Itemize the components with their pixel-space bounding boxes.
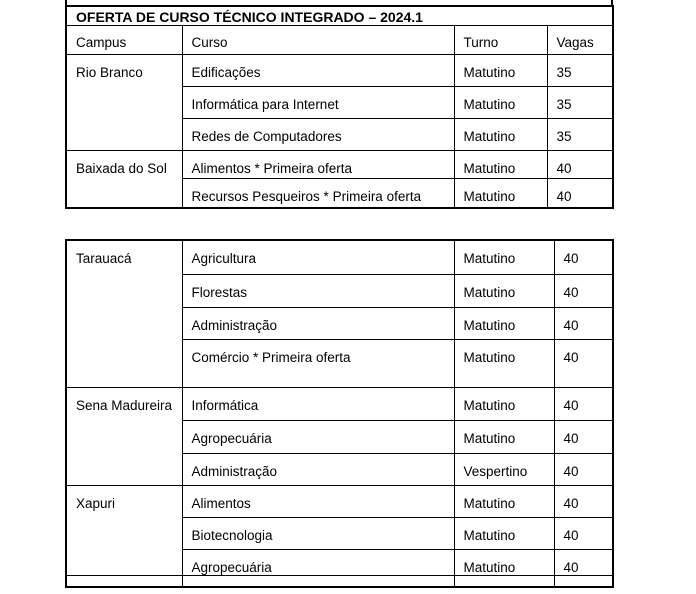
table-row [66, 240, 613, 274]
turno-cell: Matutino [454, 87, 547, 119]
turno-cell: Vespertino [454, 453, 554, 485]
vagas-cell: 40 [554, 485, 613, 517]
vagas-cell: 40 [547, 179, 613, 208]
column-header-turno: Turno [454, 26, 547, 55]
turno-cell: Matutino [454, 240, 554, 274]
vagas-cell: 40 [554, 274, 613, 307]
curso-cell [182, 576, 454, 588]
curso-cell: Agropecuária [182, 549, 454, 576]
column-header-vagas: Vagas [547, 26, 613, 55]
campus-cell: Sena Madureira [66, 387, 182, 485]
vagas-cell: 40 [554, 420, 613, 453]
turno-cell: Matutino [454, 274, 554, 307]
course-offer-table-bottom [65, 239, 614, 588]
curso-cell: Redes de Computadores [182, 119, 454, 151]
vagas-cell: 40 [554, 549, 613, 576]
curso-cell: Alimentos [182, 485, 454, 517]
curso-cell: Administração [182, 307, 454, 339]
vagas-cell [554, 576, 613, 588]
curso-cell: Informática [182, 387, 454, 420]
vagas-cell: 35 [547, 87, 613, 119]
table-title: OFERTA DE CURSO TÉCNICO INTEGRADO – 2024.1 [66, 6, 613, 26]
curso-cell: Edificações [182, 55, 454, 87]
vagas-cell: 35 [547, 119, 613, 151]
turno-cell: Matutino [454, 119, 547, 151]
table-row [66, 485, 613, 517]
turno-cell: Matutino [454, 307, 554, 339]
turno-cell: Matutino [454, 549, 554, 576]
table-row [66, 151, 613, 179]
turno-cell: Matutino [454, 517, 554, 549]
vagas-cell: 40 [547, 151, 613, 179]
turno-cell: Matutino [454, 420, 554, 453]
campus-cell: Xapuri [66, 485, 182, 576]
turno-cell: Matutino [454, 387, 554, 420]
turno-cell [454, 576, 554, 588]
table-row [66, 387, 613, 420]
vagas-cell: 40 [554, 339, 613, 387]
campus-cell: Rio Branco [66, 55, 182, 151]
course-offer-table-top [65, 5, 614, 209]
turno-cell: Matutino [454, 55, 547, 87]
curso-cell: Alimentos * Primeira oferta [182, 151, 454, 179]
campus-cell: Tarauacá [66, 240, 182, 387]
vagas-cell: 40 [554, 240, 613, 274]
curso-cell: Comércio * Primeira oferta [182, 339, 454, 387]
curso-cell: Agricultura [182, 240, 454, 274]
curso-cell: Informática para Internet [182, 87, 454, 119]
vagas-cell: 35 [547, 55, 613, 87]
curso-cell: Biotecnologia [182, 517, 454, 549]
title-row [66, 6, 613, 26]
curso-cell: Florestas [182, 274, 454, 307]
turno-cell: Matutino [454, 485, 554, 517]
vagas-cell: 40 [554, 387, 613, 420]
header-row [66, 26, 613, 55]
table-row [66, 55, 613, 87]
turno-cell: Matutino [454, 339, 554, 387]
curso-cell: Administração [182, 453, 454, 485]
column-header-curso: Curso [182, 26, 454, 55]
column-header-campus: Campus [66, 26, 182, 55]
campus-cell [66, 576, 182, 588]
curso-cell: Agropecuária [182, 420, 454, 453]
vagas-cell: 40 [554, 453, 613, 485]
curso-cell: Recursos Pesqueiros * Primeira oferta [182, 179, 454, 208]
campus-cell: Baixada do Sol [66, 151, 182, 208]
vagas-cell: 40 [554, 307, 613, 339]
turno-cell: Matutino [454, 179, 547, 208]
cropped-row [66, 576, 613, 588]
turno-cell: Matutino [454, 151, 547, 179]
vagas-cell: 40 [554, 517, 613, 549]
